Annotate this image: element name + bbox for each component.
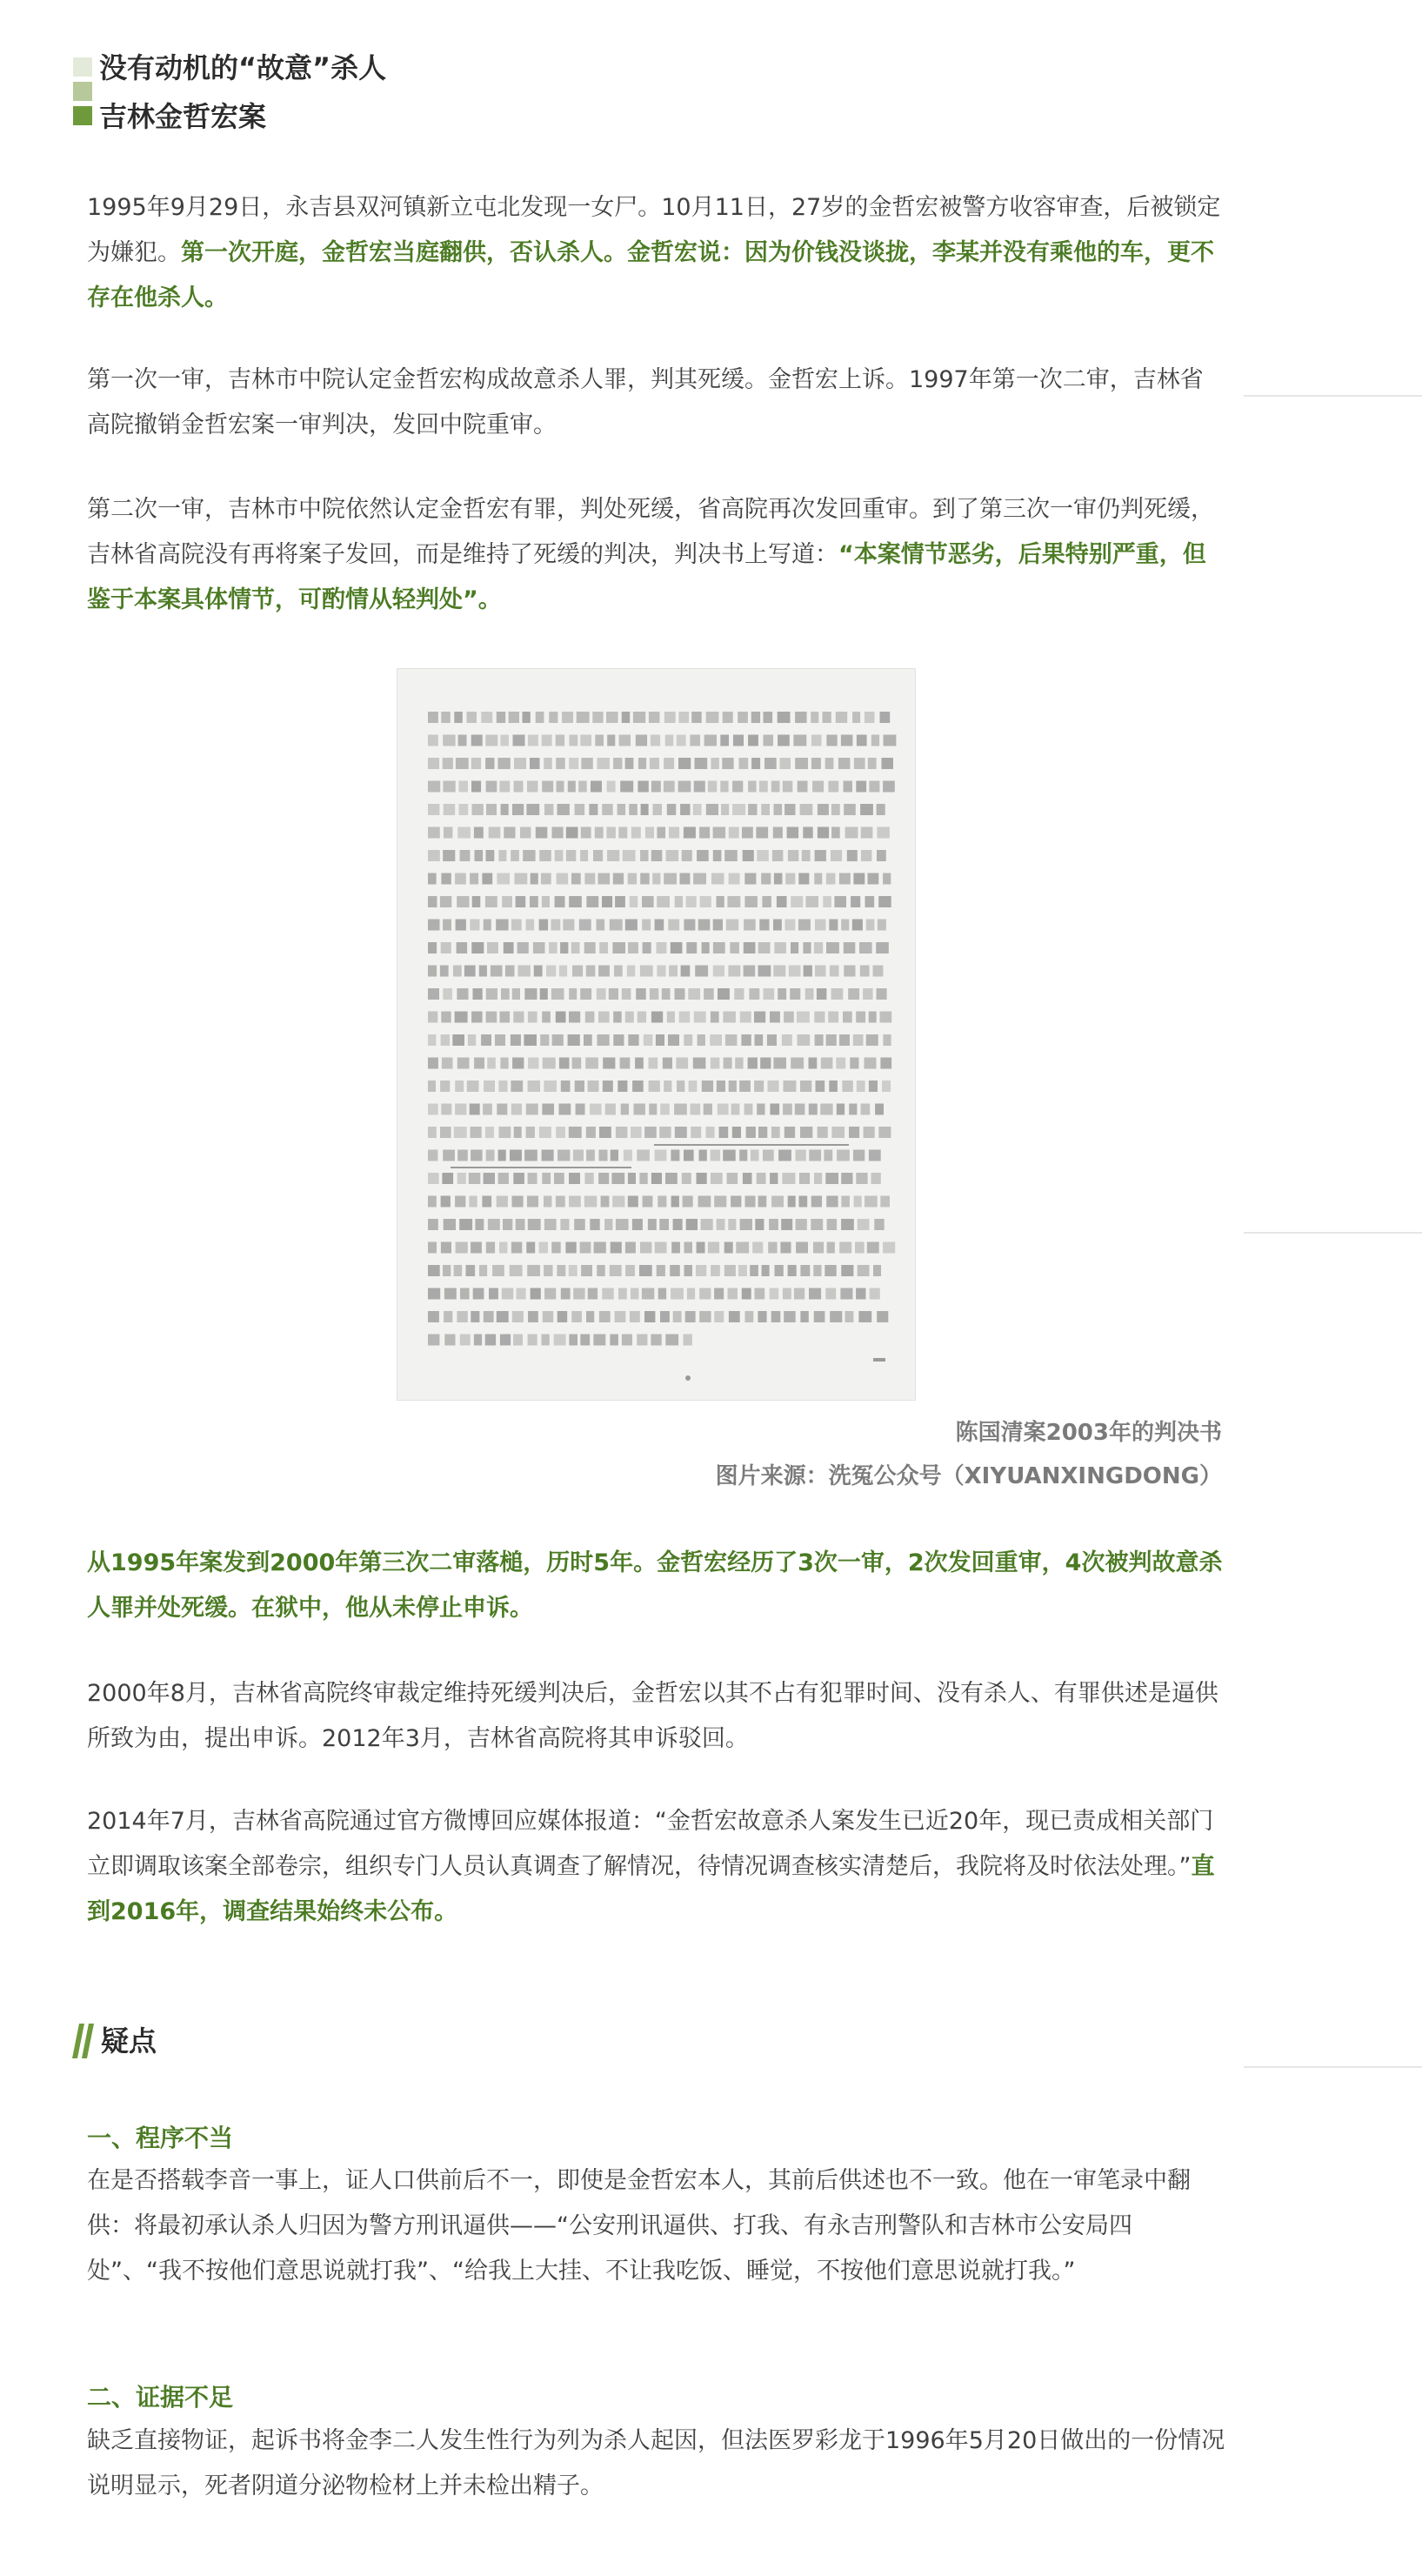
paragraph bbox=[87, 1541, 1226, 1631]
paragraph-highlight: 从1995年案发到2000年第三次二审落槌，历时5年。金哲宏经历了3次一审，2次发回重审，4次被判故意杀人罪并处死缓。在狱中，他从未停止申诉。 bbox=[87, 1549, 1223, 1622]
divider bbox=[1244, 1232, 1422, 1234]
paragraph-text: 缺乏直接物证，起诉书将金李二人发生性行为列为杀人起因，但法医罗彩龙于1996年5月20日做出的一份情况说明显示，死者阴道分泌物检材上并未检出精子。 bbox=[87, 2427, 1225, 2499]
paragraph-text: 第二次一审，吉林市中院依然认定金哲宏有罪，判处死缓，省高院再次发回重审。到了第三次一审仍判死缓，吉林省高院没有再将案子发回，而是维持了死缓的判决，判决书上写道： bbox=[87, 496, 1214, 568]
paragraph-highlight: 第一次开庭，金哲宏当庭翻供，否认杀人。金哲宏说：因为价钱没谈拢，李某并没有乘他的车，更不存在他杀人。 bbox=[87, 239, 1214, 311]
paragraph-highlight: 直到2016年，调查结果始终未公布。 bbox=[87, 1853, 1215, 1925]
divider bbox=[1244, 2066, 1422, 2068]
doubt-heading: 一、程序不当 bbox=[87, 2124, 234, 2152]
paragraph-highlight: “本案情节恶劣，后果特别严重，但鉴于本案具体情节，可酌情从轻判处”。 bbox=[87, 541, 1206, 613]
figure-source: 图片来源：洗冤公众号（XIYUANXINGDONG） bbox=[715, 1463, 1222, 1489]
paragraph bbox=[87, 1799, 1226, 1935]
verdict-document-image bbox=[397, 668, 916, 1401]
paragraph-text: 2000年8月，吉林省高院终审裁定维持死缓判决后，金哲宏以其不占有犯罪时间、没有杀人、有罪供述是逼供所致为由，提出申诉。2012年3月，吉林省高院将其申诉驳回。 bbox=[87, 1680, 1218, 1752]
section-title: 疑点 bbox=[101, 2024, 157, 2057]
document-scan-icon bbox=[397, 668, 916, 1401]
paragraph-text: 2014年7月，吉林省高院通过官方微博回应媒体报道：“金哲宏故意杀人案发生已近20年，现已责成相关部门立即调取该案全部卷宗，组织专门人员认真调查了解情况，待情况调查核实清楚后，我院将及时依法处理。” bbox=[87, 1808, 1214, 1880]
paragraph-text: 1995年9月29日，永吉县双河镇新立屯北发现一女尸。10月11日，27岁的金哲宏被警方收容审查，后被锁定为嫌犯。 bbox=[87, 194, 1221, 266]
paragraph-text: 第一次一审，吉林市中院认定金哲宏构成故意杀人罪，判其死缓。金哲宏上诉。1997年第一次二审，吉林省高院撤销金哲宏案一审判决，发回中院重审。 bbox=[87, 366, 1204, 438]
paragraph bbox=[87, 1671, 1226, 1762]
doubt-text bbox=[87, 2419, 1226, 2509]
double-slash-icon bbox=[71, 2024, 97, 2058]
paragraph-text: 在是否搭载李音一事上，证人口供前后不一，即使是金哲宏本人，其前后供述也不一致。他在一审笔录中翻供：将最初承认杀人归因为警方刑讯逼供——“公安刑讯逼供、打我、有永吉刑警队和吉林市公安局四处”、“我不按他们意思说就打我”、“给我上大挂、不让我吃饭、睡觉，不按他们意思说就打我。” bbox=[87, 2167, 1191, 2285]
page-subtitle: 吉林金哲宏案 bbox=[99, 100, 267, 133]
doubt-heading: 二、证据不足 bbox=[87, 2383, 234, 2412]
paragraph bbox=[87, 358, 1226, 448]
paragraph bbox=[87, 185, 1226, 321]
figure-caption: 陈国清案2003年的判决书 bbox=[955, 1420, 1222, 1446]
header-marks-icon bbox=[73, 57, 92, 130]
divider bbox=[1244, 395, 1422, 397]
doubt-text bbox=[87, 2158, 1226, 2294]
page-title: 没有动机的“故意”杀人 bbox=[99, 51, 387, 84]
paragraph bbox=[87, 487, 1226, 623]
